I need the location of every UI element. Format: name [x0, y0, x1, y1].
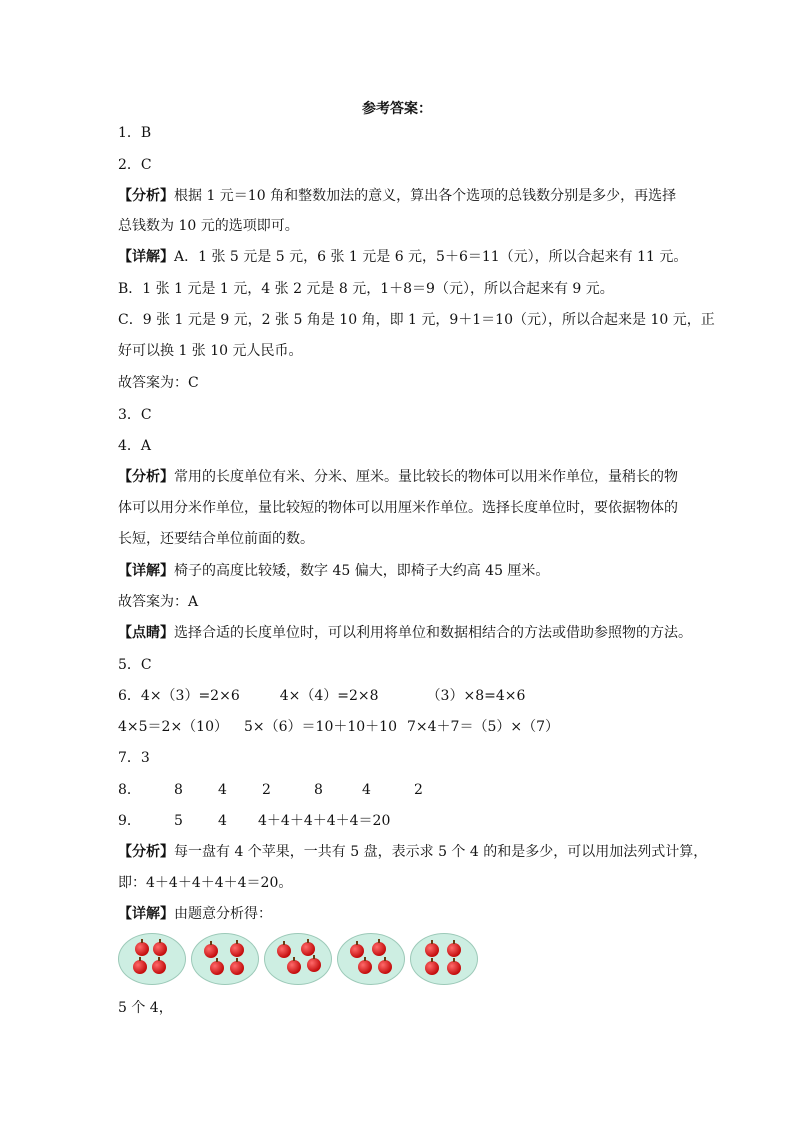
detail-tag: 【详解】	[118, 563, 174, 579]
q9-val: 4＋4＋4＋4＋4＝20	[258, 813, 391, 829]
q4-final: 故答案为：A	[118, 594, 199, 610]
apple-icon	[358, 960, 372, 974]
detail-text: 椅子的高度比较矮，数字 45 偏大，即椅子大约高 45 厘米。	[174, 563, 550, 579]
analysis-text: 根据 1 元＝10 角和整数加法的意义，算出各个选项的总钱数分别是多少，再选择	[174, 188, 677, 204]
q9-val: 4	[218, 813, 227, 829]
answer-7: 7．3	[118, 750, 150, 766]
q8-val: 4	[218, 782, 227, 798]
apple-icon	[133, 960, 147, 974]
q2-final: 故答案为：C	[118, 375, 199, 391]
q2-detail	[118, 247, 687, 267]
apple-plate	[410, 933, 478, 985]
apple-icon	[378, 960, 392, 974]
q9-analysis	[118, 842, 707, 862]
apple-icon	[204, 944, 218, 958]
q2-analysis	[118, 186, 676, 206]
apple-icon	[425, 943, 439, 957]
q2-analysis-cont: 总钱数为 10 元的选项即可。	[118, 218, 299, 234]
q6-item-a: 6．4×（3）=2×6	[118, 688, 240, 704]
answer-3: 3．C	[118, 407, 152, 423]
q9-val: 5	[174, 813, 183, 829]
apple-icon	[277, 944, 291, 958]
apple-icon	[307, 958, 321, 972]
apple-icon	[287, 960, 301, 974]
answer-6-row1	[118, 686, 525, 706]
analysis-text: 每一盘有 4 个苹果，一共有 5 盘，表示求 5 个 4 的和是多少，可以用加法列式计算，	[174, 844, 708, 860]
apple-icon	[135, 942, 149, 956]
analysis-tag: 【分析】	[118, 844, 174, 860]
detail-tag: 【详解】	[118, 906, 174, 922]
answer-5: 5．C	[118, 657, 152, 673]
q9-label: 9．	[118, 813, 141, 829]
q8-val: 2	[262, 782, 271, 798]
q2-detail-c-cont: 好可以换 1 张 10 元人民币。	[118, 343, 303, 359]
q4-analysis-cont2: 长短，还要结合单位前面的数。	[118, 531, 314, 547]
apple-icon	[372, 942, 386, 956]
q4-analysis	[118, 467, 678, 487]
answer-4: 4．A	[118, 438, 152, 454]
q6-item-e: 5×（6）＝10＋10＋10	[244, 719, 397, 735]
apple-plate	[337, 933, 405, 985]
tip-text: 选择合适的长度单位时，可以利用将单位和数据相结合的方法或借助参照物的方法。	[174, 625, 692, 641]
q8-val: 8	[314, 782, 323, 798]
detail-text: 由题意分析得：	[174, 906, 272, 922]
analysis-tag: 【分析】	[118, 188, 174, 204]
apple-icon	[447, 961, 461, 975]
q4-detail	[118, 561, 549, 581]
detail-text-a: A．1 张 5 元是 5 元，6 张 1 元是 6 元，5＋6＝11（元），所以合起来有 11 元。	[174, 249, 688, 265]
apple-plate	[264, 933, 332, 985]
q8-label: 8．	[118, 782, 141, 798]
answer-2: 2．C	[118, 157, 152, 173]
q2-detail-c: C．9 张 1 元是 9 元，2 张 5 角是 10 角，即 1 元，9＋1＝10（元），所以合起来是 10 元，正	[118, 312, 715, 328]
apple-icon	[152, 960, 166, 974]
apple-icon	[210, 961, 224, 975]
q8-val: 4	[362, 782, 371, 798]
apple-icon	[301, 942, 315, 956]
q2-detail-b: B．1 张 1 元是 1 元，4 张 2 元是 8 元，1＋8＝9（元），所以合起来有 9 元。	[118, 281, 614, 297]
q9-analysis-cont: 即：4＋4＋4＋4＋4＝20。	[118, 875, 293, 891]
page-title: 参考答案：	[362, 101, 432, 117]
detail-tag: 【详解】	[118, 249, 174, 265]
apple-icon	[230, 943, 244, 957]
apple-plate	[191, 933, 259, 985]
answer-6-row2	[118, 717, 559, 737]
q9-bottom: 5 个 4，	[118, 1000, 173, 1016]
q6-item-d: 4×5＝2×（10）	[118, 719, 228, 735]
q4-tip	[118, 623, 692, 643]
q6-item-b: 4×（4）=2×8	[279, 688, 379, 704]
answer-8	[118, 780, 423, 800]
q6-item-c: （3）×8=4×6	[426, 688, 526, 704]
apple-plates	[118, 933, 478, 985]
apple-icon	[425, 961, 439, 975]
q6-item-f: 7×4＋7＝（5）×（7）	[407, 719, 559, 735]
answer-9	[118, 811, 390, 831]
q4-analysis-cont: 体可以用分米作单位，量比较短的物体可以用厘米作单位。选择长度单位时，要依据物体的	[118, 500, 678, 516]
q9-detail	[118, 904, 272, 924]
apple-icon	[153, 942, 167, 956]
analysis-text: 常用的长度单位有米、分米、厘米。量比较长的物体可以用米作单位，量稍长的物	[174, 469, 678, 485]
tip-tag: 【点睛】	[118, 625, 174, 641]
answer-1: 1．B	[118, 125, 152, 141]
q8-val: 2	[414, 782, 423, 798]
apple-icon	[230, 961, 244, 975]
analysis-tag: 【分析】	[118, 469, 174, 485]
q8-val: 8	[174, 782, 183, 798]
apple-plate	[118, 933, 186, 985]
apple-icon	[350, 944, 364, 958]
apple-icon	[447, 943, 461, 957]
